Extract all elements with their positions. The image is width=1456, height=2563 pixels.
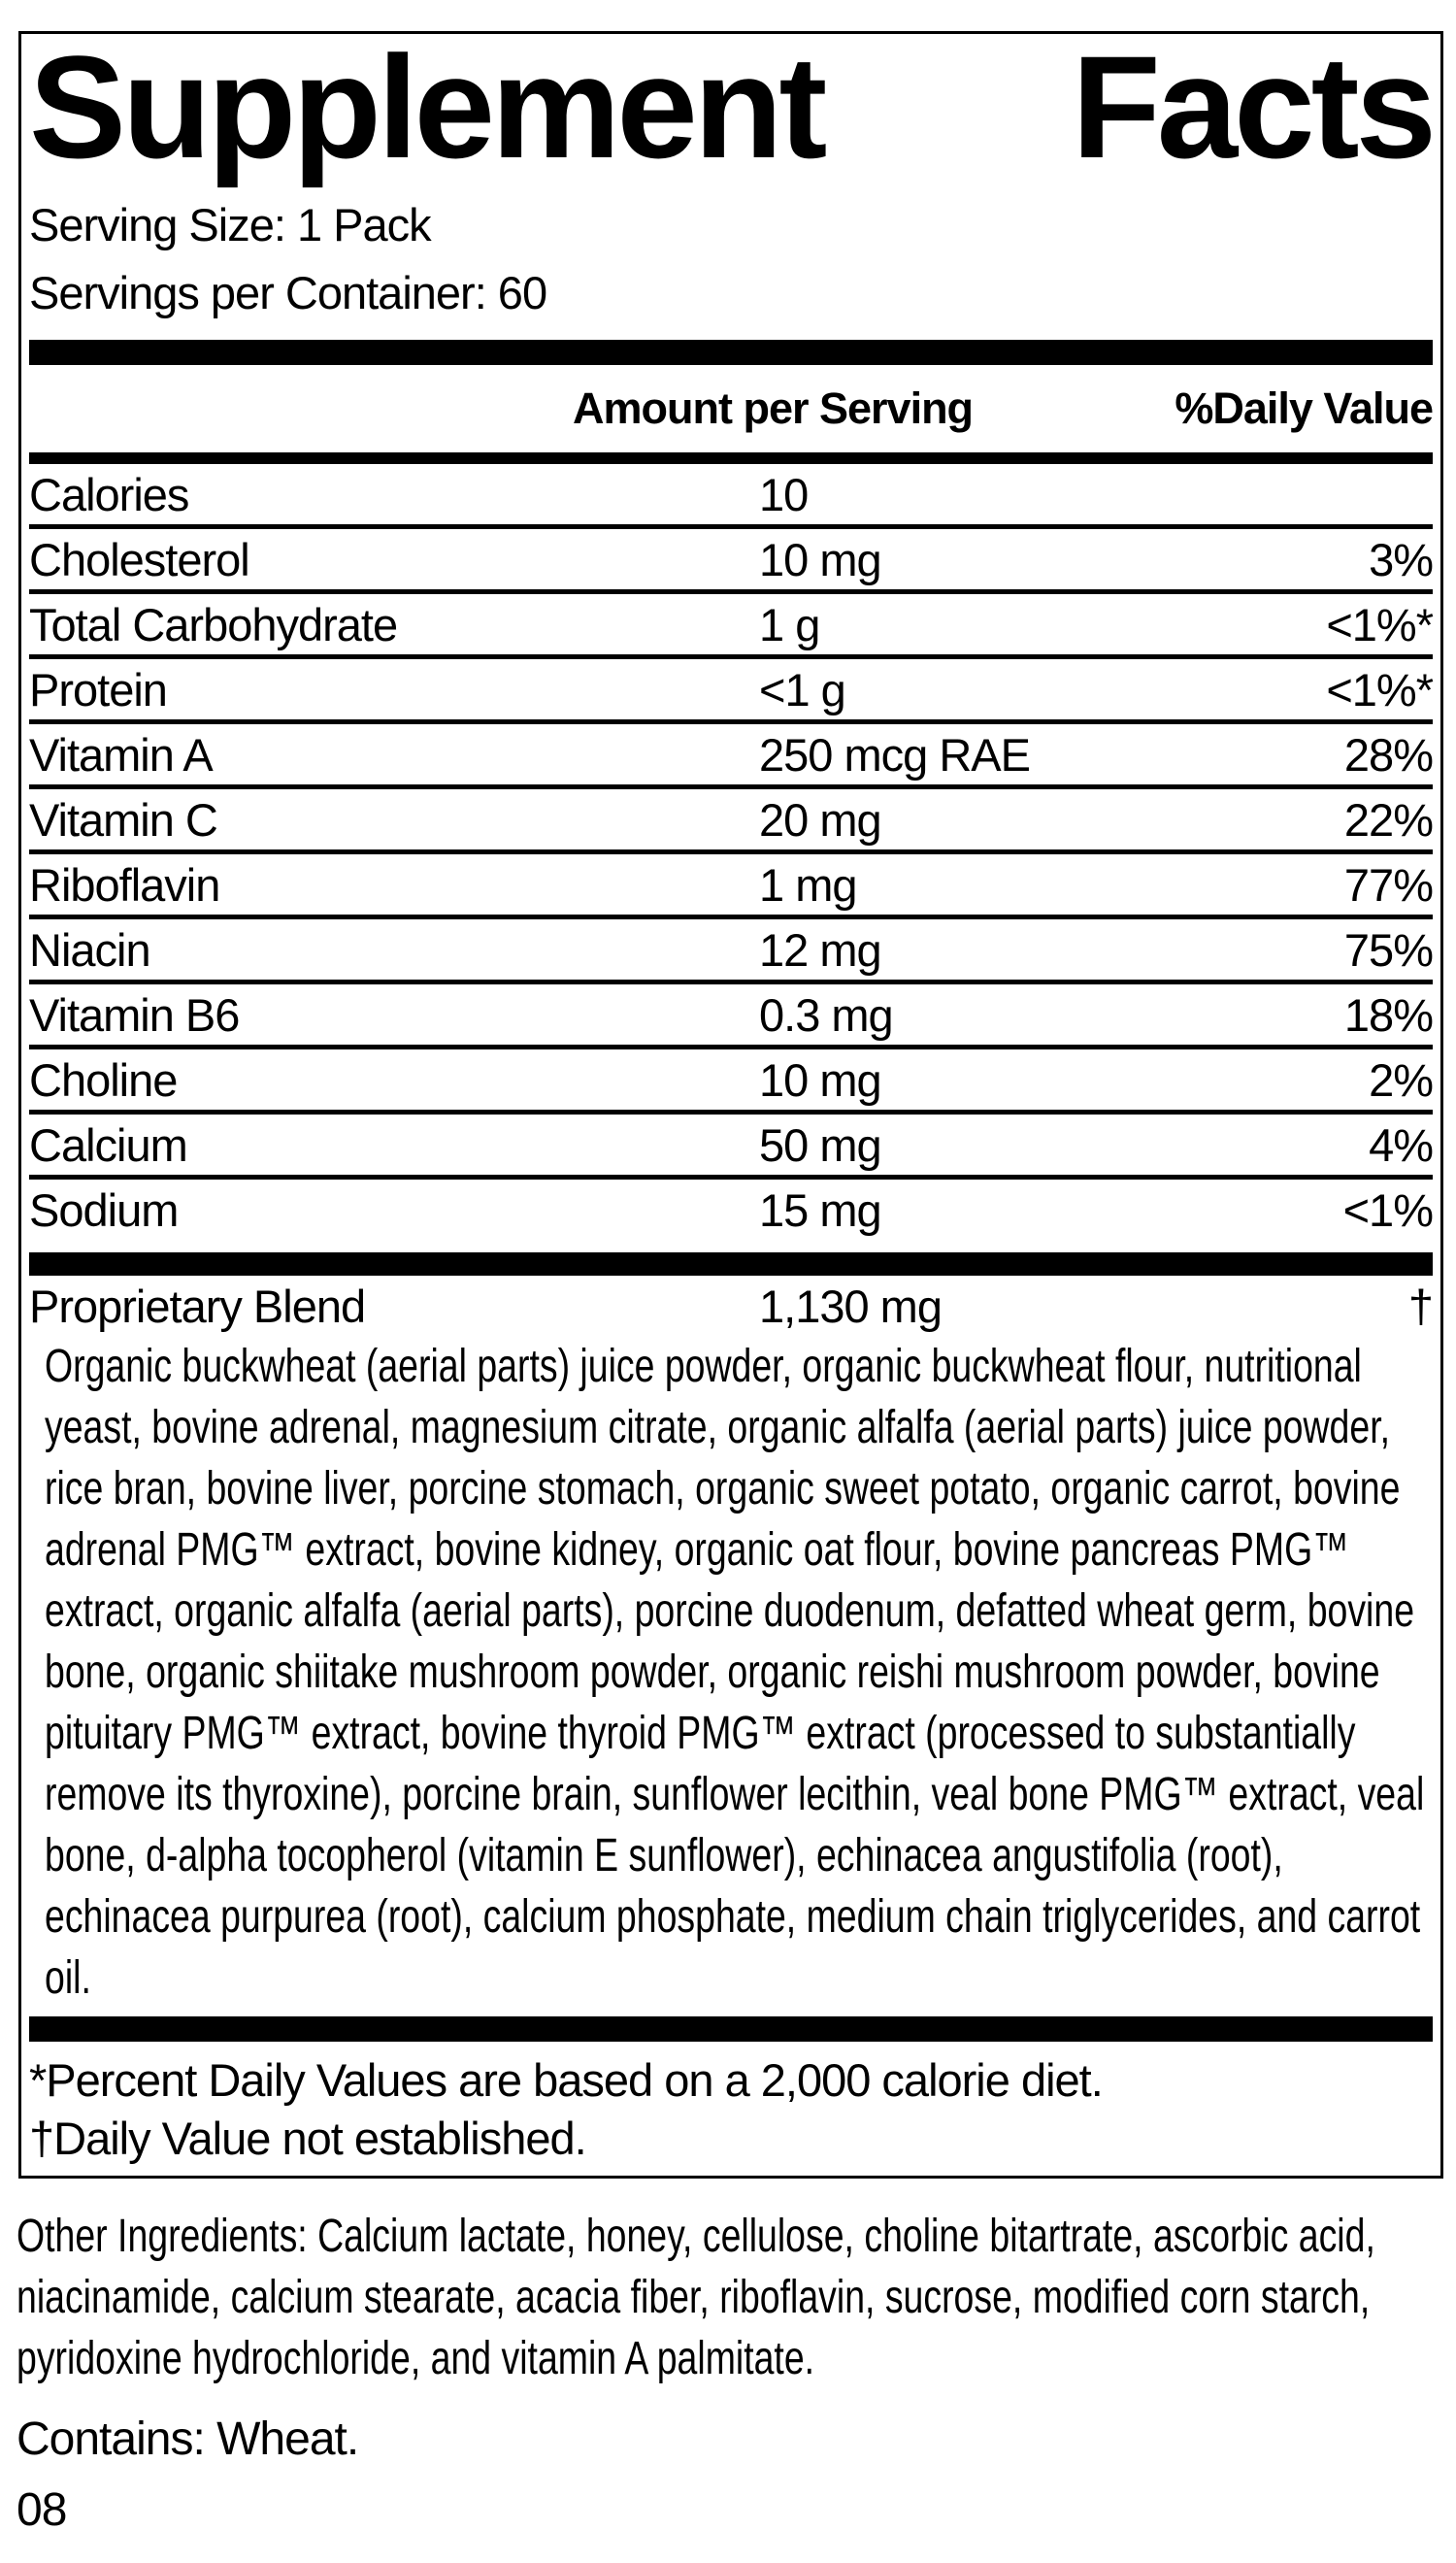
table-row bbox=[29, 659, 1433, 724]
column-header-daily-value: %Daily Value bbox=[1175, 383, 1433, 433]
nutrient-dv: † bbox=[1407, 1280, 1433, 1332]
separator-bar-thick bbox=[29, 2016, 1433, 2042]
nutrient-amount: 20 mg bbox=[759, 793, 881, 846]
nutrient-dv: 3% bbox=[1369, 533, 1433, 585]
table-row bbox=[29, 789, 1433, 854]
table-row bbox=[29, 594, 1433, 659]
nutrient-dv: <1%* bbox=[1326, 598, 1433, 650]
nutrient-amount: 1,130 mg bbox=[759, 1280, 942, 1332]
column-header-amount: Amount per Serving bbox=[573, 383, 974, 433]
nutrient-name: Proprietary Blend bbox=[29, 1280, 366, 1332]
table-row bbox=[29, 919, 1433, 984]
proprietary-blend-row bbox=[29, 1276, 1433, 1336]
nutrient-dv: 18% bbox=[1343, 988, 1433, 1041]
nutrient-name: Choline bbox=[29, 1053, 178, 1106]
nutrient-amount: 12 mg bbox=[759, 923, 881, 976]
nutrient-name: Sodium bbox=[29, 1183, 179, 1236]
below-panel bbox=[17, 2206, 1446, 2537]
separator-bar-thick bbox=[29, 1252, 1433, 1276]
table-row bbox=[29, 1180, 1433, 1240]
supplement-facts-panel bbox=[18, 25, 1443, 2179]
nutrient-name: Vitamin B6 bbox=[29, 988, 240, 1041]
column-header-row bbox=[29, 365, 1433, 452]
nutrient-rows bbox=[29, 464, 1433, 1240]
nutrient-name: Calories bbox=[29, 468, 189, 520]
nutrient-dv: <1% bbox=[1342, 1183, 1433, 1236]
blend-ingredients-paragraph: Organic buckwheat (aerial parts) juice powder, organic buckwheat flour, nutritional yeast, bovine adrenal, magnesium citrate, organic alfalfa (aerial parts) juice powder, rice bran, bovine liver, porcine stomach, organic sweet potato, organic carrot, bovine adrenal PMG™ extract, bovine kidney, organic oat flour, bovine pancreas PMG™ extract, organic alfalfa (aerial parts), porcine duodenum, defatted wheat germ, bovine bone, organic shiitake mushroom powder, organic reishi mushroom powder, bovine pituitary PMG™ extract, bovine thyroid PMG™ extract (processed to substantially remove its thyroxine), porcine brain, sunflower lecithin, veal bone PMG™ extract, veal bone, d-alpha tocopherol (vitamin E sunflower), echinacea angustifolia (root), echinacea purpurea (root), calcium phosphate, medium chain triglycerides, and carrot oil. bbox=[45, 1341, 1425, 2004]
nutrient-amount: 0.3 mg bbox=[759, 988, 893, 1041]
panel-title bbox=[29, 25, 1433, 188]
nutrient-dv: <1%* bbox=[1326, 663, 1433, 716]
nutrient-amount: 250 mcg RAE bbox=[759, 728, 1030, 781]
nutrient-name: Vitamin C bbox=[29, 793, 217, 846]
nutrient-amount: 50 mg bbox=[759, 1118, 881, 1171]
page bbox=[0, 25, 1456, 2563]
nutrient-name: Calcium bbox=[29, 1118, 187, 1171]
nutrient-name: Riboflavin bbox=[29, 858, 220, 911]
nutrient-dv: 22% bbox=[1343, 793, 1433, 846]
separator-bar-thick bbox=[29, 340, 1433, 365]
table-row bbox=[29, 1115, 1433, 1180]
nutrient-dv: 4% bbox=[1369, 1118, 1433, 1171]
nutrient-name: Vitamin A bbox=[29, 728, 213, 781]
nutrient-amount: <1 g bbox=[759, 663, 845, 716]
table-row bbox=[29, 854, 1433, 919]
panel-title-word-1: Supplement bbox=[29, 25, 824, 188]
panel-title-word-2: Facts bbox=[1072, 25, 1433, 188]
footnote-percent-daily-values: *Percent Daily Values are based on a 2,000 calorie diet. bbox=[29, 2054, 1103, 2106]
separator-bar-medium bbox=[29, 452, 1433, 464]
footnotes bbox=[29, 2051, 1433, 2168]
nutrient-dv: 2% bbox=[1369, 1053, 1433, 1106]
nutrient-amount: 10 mg bbox=[759, 1053, 881, 1106]
nutrient-dv: 77% bbox=[1343, 858, 1433, 911]
servings-per-container: Servings per Container: 60 bbox=[29, 267, 547, 318]
nutrient-amount: 10 bbox=[759, 468, 809, 520]
nutrient-dv: 28% bbox=[1343, 728, 1433, 781]
nutrient-name: Protein bbox=[29, 663, 167, 716]
serving-size: Serving Size: 1 Pack bbox=[29, 199, 431, 250]
footnote-daily-value-not-established: †Daily Value not established. bbox=[29, 2113, 586, 2164]
nutrient-amount: 10 mg bbox=[759, 533, 881, 585]
table-row bbox=[29, 1049, 1433, 1115]
nutrient-name: Total Carbohydrate bbox=[29, 598, 398, 650]
nutrient-name: Niacin bbox=[29, 923, 150, 976]
table-row bbox=[29, 984, 1433, 1049]
other-ingredients-paragraph: Other Ingredients: Calcium lactate, honey, cellulose, choline bitartrate, ascorbic acid, niacinamide, calcium stearate, acacia fiber, riboflavin, sucrose, modified corn starch, pyridoxine hydrochloride, and vitamin A palmitate. bbox=[17, 2211, 1375, 2384]
nutrient-amount: 15 mg bbox=[759, 1183, 881, 1236]
nutrient-dv: 75% bbox=[1343, 923, 1433, 976]
table-row bbox=[29, 724, 1433, 789]
nutrient-amount: 1 g bbox=[759, 598, 820, 650]
nutrient-amount: 1 mg bbox=[759, 858, 857, 911]
allergen-statement: Contains: Wheat. bbox=[17, 2413, 359, 2465]
nutrient-name: Cholesterol bbox=[29, 533, 249, 585]
table-row bbox=[29, 529, 1433, 594]
product-code: 08 bbox=[17, 2484, 67, 2536]
table-row bbox=[29, 464, 1433, 529]
